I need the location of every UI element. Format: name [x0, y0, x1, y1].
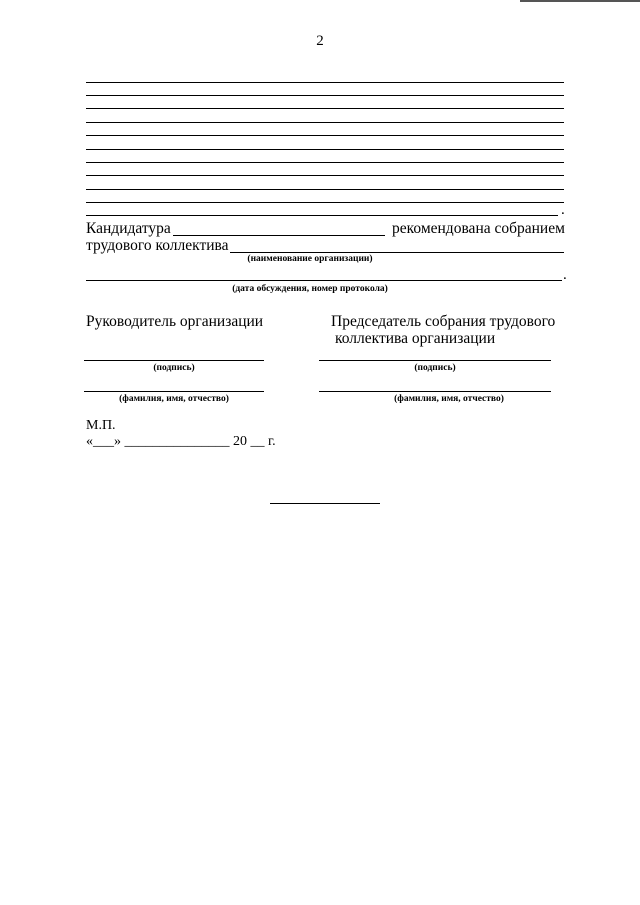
head-name-field[interactable]: [84, 391, 264, 392]
period-mark: .: [561, 202, 565, 218]
head-of-organization-title: Руководитель организации: [86, 313, 264, 330]
chairman-signature-caption: (подпись): [414, 363, 456, 373]
organization-name-field[interactable]: [230, 252, 564, 253]
blank-line: [86, 189, 564, 190]
blank-line: [86, 95, 564, 96]
head-name-caption: (фамилия, имя, отчество): [119, 394, 229, 404]
chairman-name-field[interactable]: [319, 391, 551, 392]
corner-mark: [520, 0, 640, 2]
candidate-name-field[interactable]: [173, 235, 385, 236]
blank-line: [86, 175, 564, 176]
chairman-title-line2: коллектива организации: [335, 330, 496, 347]
period-mark: .: [563, 267, 567, 283]
blank-line: [86, 202, 564, 203]
blank-line-last: [86, 215, 558, 216]
blank-line: [86, 149, 564, 150]
collective-label: трудового коллектива: [86, 237, 229, 254]
blank-line: [86, 122, 564, 123]
chairman-name-caption: (фамилия, имя, отчество): [394, 394, 504, 404]
end-separator: [270, 503, 380, 504]
chairman-title-line1: Председатель собрания трудового: [331, 313, 556, 330]
blank-line: [86, 135, 564, 136]
head-signature-caption: (подпись): [153, 363, 195, 373]
blank-line: [86, 108, 564, 109]
head-signature-field[interactable]: [84, 360, 264, 361]
blank-line: [86, 82, 564, 83]
chairman-signature-field[interactable]: [319, 360, 551, 361]
discussion-caption: (дата обсуждения, номер протокола): [232, 284, 388, 294]
discussion-field[interactable]: [86, 280, 562, 281]
page-number: 2: [316, 33, 324, 49]
blank-line: [86, 162, 564, 163]
recommended-label: рекомендована собранием: [392, 220, 565, 237]
organization-name-caption: (наименование организации): [247, 254, 373, 264]
candidature-label: Кандидатура: [86, 220, 171, 237]
stamp-label: М.П.: [86, 418, 116, 433]
date-line[interactable]: «___» _______________ 20 __ г.: [86, 434, 276, 449]
